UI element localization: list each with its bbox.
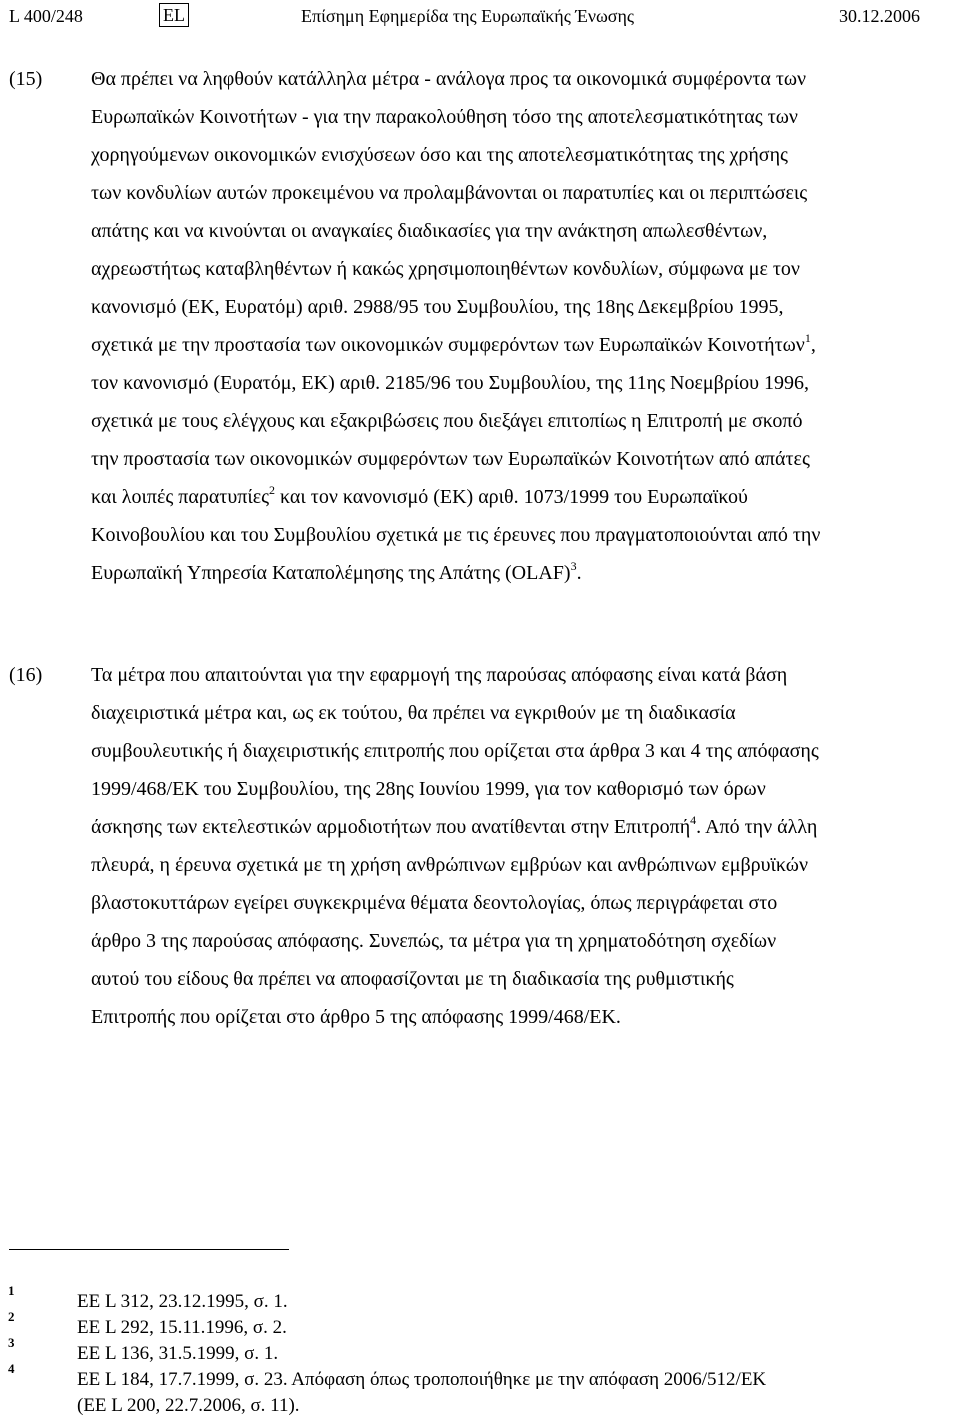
journal-title: Επίσημη Εφημερίδα της Ευρωπαϊκής Ένωσης — [301, 6, 635, 26]
footnote-ref[interactable]: 1 — [804, 331, 811, 345]
footnote-mark: 1 — [8, 1283, 15, 1298]
text-line — [91, 326, 951, 364]
recital-text — [91, 656, 951, 1036]
footnote-mark: 3 — [8, 1335, 15, 1350]
footnotes — [0, 1283, 960, 1420]
footnote-item — [0, 1283, 960, 1316]
text-fragment: . Από την άλλη — [696, 816, 818, 838]
footnote-ref[interactable]: 3 — [570, 559, 577, 573]
text-line: Επιτροπής που ορίζεται στο άρθρο 5 της απόφασης 1999/468/ΕΚ. — [91, 1006, 621, 1028]
text-line — [91, 808, 951, 846]
footnote-continuation — [0, 1394, 960, 1420]
text-line: πλευρά, η έρευνα σχετικά με τη χρήση ανθρώπινων εμβρύων και ανθρώπινων εμβρυϊκών — [91, 854, 809, 876]
footnote-mark: 2 — [8, 1309, 15, 1324]
text-line: χορηγούμενων οικονομικών ενισχύσεων όσο και της αποτελεσματικότητας της χρήσης — [91, 144, 788, 166]
recital-text — [91, 60, 951, 592]
footnote-item — [0, 1335, 960, 1368]
text-line: Θα πρέπει να ληφθούν κατάλληλα μέτρα - ανάλογα προς τα οικονομικά συμφέροντα των — [91, 68, 807, 90]
recital-number: (15) — [9, 68, 43, 90]
footnote-ref[interactable]: 2 — [269, 483, 276, 497]
text-line: αυτού του είδους θα πρέπει να αποφασίζονται με τη διαδικασία της ρυθμιστικής — [91, 968, 734, 990]
text-line: απάτης και να κινούνται οι αναγκαίες διαδικασίες για την ανάκτηση απωλεσθέντων, — [91, 220, 768, 242]
text-line: αχρεωστήτως καταβληθέντων ή κακώς χρησιμοποιηθέντων κονδυλίων, σύμφωνα με τον — [91, 258, 800, 280]
footnote-item — [0, 1309, 960, 1342]
text-line: σχετικά με τους ελέγχους και εξακριβώσεις που διεξάγει επιτοπίως η Επιτροπή με σκοπό — [91, 410, 803, 432]
text-line: κανονισμό (ΕΚ, Ευρατόμ) αριθ. 2988/95 του Συμβουλίου, της 18ης Δεκεμβρίου 1995, — [91, 296, 784, 318]
footnote-text: ΕΕ L 292, 15.11.1996, σ. 2. — [77, 1317, 287, 1338]
text-line: 1999/468/ΕΚ του Συμβουλίου, της 28ης Ιουνίου 1999, για τον καθορισμό των όρων — [91, 778, 766, 800]
text-line: συμβουλευτικής ή διαχειριστικής επιτροπής που ορίζεται στα άρθρα 3 και 4 της απόφασης — [91, 740, 819, 762]
text-line: διαχειριστικά μέτρα και, ως εκ τούτου, θα πρέπει να εγκριθούν με τη διαδικασία — [91, 702, 736, 724]
text-line: Τα μέτρα που απαιτούνται για την εφαρμογή της παρούσας απόφασης είναι κατά βάση — [91, 664, 788, 686]
text-line — [91, 478, 951, 516]
publication-date: 30.12.2006 — [839, 6, 920, 26]
footnote-text: (ΕΕ L 200, 22.7.2006, σ. 11). — [77, 1395, 300, 1416]
text-line: την προστασία των οικονομικών συμφερόντων των Ευρωπαϊκών Κοινοτήτων από απάτες — [91, 448, 810, 470]
text-line — [91, 554, 951, 592]
text-fragment: Ευρωπαϊκή Υπηρεσία Καταπολέμησης της Απάτης (OLAF) — [91, 562, 571, 584]
text-fragment: , — [810, 334, 816, 356]
text-line: άρθρο 3 της παρούσας απόφασης. Συνεπώς, τα μέτρα για τη χρηματοδότηση σχεδίων — [91, 930, 777, 952]
text-line: Ευρωπαϊκών Κοινοτήτων - για την παρακολούθηση τόσο της αποτελεσματικότητας των — [91, 106, 798, 128]
footnote-separator — [9, 1249, 289, 1250]
text-fragment: σχετικά με την προστασία των οικονομικών συμφερόντων των Ευρωπαϊκών Κοινοτήτων — [91, 334, 805, 356]
text-fragment: άσκησης των εκτελεστικών αρμοδιοτήτων που ανατίθενται στην Επιτροπή — [91, 816, 691, 838]
recital-number: (16) — [9, 664, 43, 686]
text-fragment: . — [576, 562, 582, 584]
footnote-text: ΕΕ L 312, 23.12.1995, σ. 1. — [77, 1291, 288, 1312]
footnote-text: ΕΕ L 184, 17.7.1999, σ. 23. Απόφαση όπως τροποποιήθηκε με την απόφαση 2006/512/ΕΚ — [77, 1369, 767, 1390]
footnote-item — [0, 1361, 960, 1394]
page-header — [0, 3, 960, 29]
text-fragment: και τον κανονισμό (ΕΚ) αριθ. 1073/1999 του Ευρωπαϊκού — [275, 486, 748, 508]
footnote-mark: 4 — [8, 1361, 15, 1376]
page-reference: L 400/248 — [9, 6, 83, 26]
language-code: EL — [159, 3, 189, 27]
text-fragment: και λοιπές παρατυπίες — [91, 486, 270, 508]
text-line: Κοινοβουλίου και του Συμβουλίου σχετικά με τις έρευνες που πραγματοποιούνται από την — [91, 524, 821, 546]
footnote-text: ΕΕ L 136, 31.5.1999, σ. 1. — [77, 1343, 279, 1364]
text-line: των κονδυλίων αυτών προκειμένου να προλαμβάνονται οι παρατυπίες και οι περιπτώσεις — [91, 182, 808, 204]
footnote-ref[interactable]: 4 — [690, 813, 697, 827]
text-line: βλαστοκυττάρων εγείρει συγκεκριμένα θέματα δεοντολογίας, όπως περιγράφεται στο — [91, 892, 778, 914]
text-line: τον κανονισμό (Ευρατόμ, ΕΚ) αριθ. 2185/96 του Συμβουλίου, της 11ης Νοεμβρίου 1996, — [91, 372, 810, 394]
